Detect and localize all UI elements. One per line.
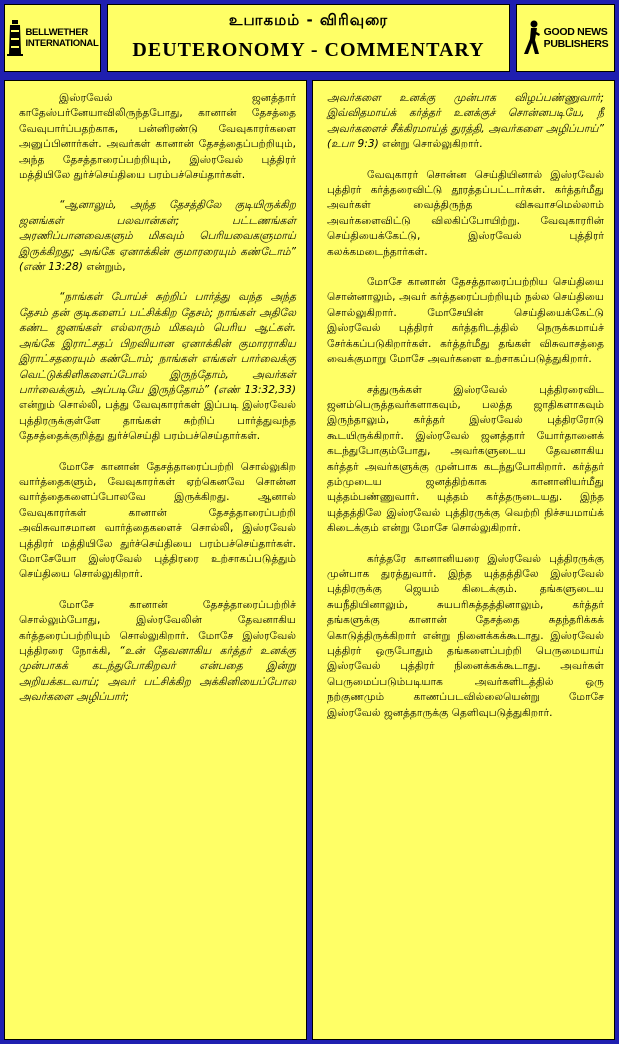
scripture-quote: அவர்களை உனக்கு முன்பாக விழப்பண்ணுவார்; இவ்விதமாய்க் கர்த்தர் உனக்குச் சொன்னபடியே, நீ அவர்களைச் சீக்கிரமாய்த் துரத்தி, அவர்களை அழிப்பாய்” bbox=[327, 92, 604, 135]
scripture-reference: (உபா 9:3) bbox=[327, 138, 379, 151]
runner-icon bbox=[523, 20, 541, 56]
right-column bbox=[312, 80, 615, 1040]
paragraph: வேவுகாரர் சொன்ன செய்தியினால் இஸ்ரவேல் புத்திரர் கர்த்தரைவிட்டு தூரத்தப்பட்டார்கள். கர்த்தர்மீது அவர்கள் வைத்திருந்த விசுவாசமெல்லாம் அவர்களைவிட்டு விலகிப்போயிற்று. வேவுகாரரின் செய்தியைக்கேட்டு, இஸ்ரவேல் புத்திரர் கலக்கமடைந்தார்கள். bbox=[327, 168, 604, 258]
paragraph: மோசே கானான் தேசத்தாரைப்பற்றி சொல்லுகிற வார்த்தைகளும், வேவுகாரர்கள் ஏற்கெனவே சொன்ன வார்த்தைகளைப்போலவே இருக்கிறது. ஆனால் வேவுகாரர்கள் கானான் தேசத்தாரைப்பற்றி அவிசுவாசமான வார்த்தைகளைச் சொல்லி, இஸ்ரவேல் புத்திரர் மத்தியிலே துர்ச்செய்தியை பரம்பச்செய்தார்கள். மோசேயோ இஸ்ரவேல் புத்திரரை உற்சாகப்படுத்தும் செய்தியை சொல்லுகிறார். bbox=[19, 460, 296, 581]
quote-paragraph bbox=[19, 198, 296, 275]
bellwether-logo-line2: INTERNATIONAL bbox=[25, 38, 99, 49]
quote-paragraph bbox=[19, 290, 296, 444]
scripture-quote: “உன் தேவனாகிய கர்த்தர் உனக்கு முன்பாகக் கடந்துபோகிறவர் என்பதை இன்று அறியக்கடவாய்; அவர் பட்சிக்கிற அக்கினியைப்போல அவர்களை அழிப்பார்; bbox=[19, 645, 296, 704]
bellwether-logo-line1: BELLWETHER bbox=[25, 27, 88, 38]
left-column bbox=[4, 80, 307, 1040]
paragraph: இஸ்ரவேல் ஜனத்தார் காதேஸ்பர்னேயாவிலிருந்தபோது, கானான் தேசத்தை வேவுபார்ப்பதற்காக, பன்னிரண்டு வேவுகாரர்களை அனுப்பினார்கள். அவர்கள் கானான் தேசத்தைப்பற்றியும், அந்த தேசத்தாரைப்பற்றியும், இஸ்ரவேல் புத்திரர் மத்தியிலே துர்ச்செய்தியை பரம்பச்செய்தார்கள். bbox=[19, 92, 296, 182]
paragraph-tail: என்று சொல்லுகிறார். bbox=[378, 138, 483, 151]
title-english: DEUTERONOMY - COMMENTARY bbox=[132, 39, 485, 61]
paragraph-text: மோசே கானான் தேசத்தாரைப்பற்றிச் சொல்லும்போது, இஸ்ரவேலின் தேவனாகிய கர்த்தரைப்பற்றியும் சொல்லுகிறார். மோசே இஸ்ரவேல் புத்திரரை நோக்கி, bbox=[19, 598, 296, 657]
quote-paragraph bbox=[327, 91, 604, 153]
scripture-quote: “ஆனாலும், அந்த தேசத்திலே குடியிருக்கிற ஜனங்கள் பலவான்கள்; பட்டணங்கள் அரணிப்பானவைகளும் மிகவும் பெரியவைகளுமாய் இருக்கிறது; அங்கே ஏனாக்கின் குமாரரையும் கண்டோம்” bbox=[19, 199, 296, 258]
paragraph: சத்துருக்கள் இஸ்ரவேல் புத்திரரைவிட ஜனம்பெருத்தவர்களாகவும், பலத்த ஜாதிகளாகவும் இருந்தாலும், கர்த்தர் இஸ்ரவேல் புத்திரரோடு கூடயிருக்கிறார். இஸ்ரவேல் ஜனத்தார் யோர்தானைக் கடந்துபோகும்போது, அவர்களுடைய தேவனாகிய கர்த்தர் அவர்களுக்கு முன்பாக கடந்துபோகிறார். கர்த்தர் தம்முடைய ஜனத்திற்காக கானானியர்மீது யுத்தம்பண்ணுவார். யுத்தம் கர்த்தருடையது. இந்த யுத்தத்திலே இஸ்ரவேல் புத்திரருக்கு வெற்றி நிச்சயமாய்க் கிடைக்கும் என்று மோசே சொல்லுகிறார். bbox=[327, 383, 604, 535]
quote-paragraph bbox=[19, 598, 296, 706]
title-box bbox=[107, 4, 510, 72]
lighthouse-icon bbox=[7, 20, 23, 56]
paragraph: மோசே கானான் தேசத்தாரைப்பற்றிய செய்தியை சொன்னாலும், அவர் கர்த்தரைப்பற்றியும் நல்ல செய்தியை சொல்லுகிறார். மோசேயின் செய்தியைக்கேட்டு இஸ்ரவேல் புத்திரர் கர்த்தரிடத்தில் நெருக்கமாய்ச் சேர்க்கப்படுகிறார்கள். கர்த்தர்மீது தங்கள் விசுவாசத்தை வைக்குமாறு மோசே அவர்களை உற்சாகப்படுத்துகிறார். bbox=[327, 276, 604, 366]
bellwether-logo-box bbox=[4, 4, 101, 72]
good-news-logo-box bbox=[516, 4, 615, 72]
scripture-reference: (எண் 13:28) bbox=[19, 261, 83, 274]
scripture-quote: “நாங்கள் போய்ச் சுற்றிப் பார்த்து வந்த அந்த தேசம் தன் குடிகளைப் பட்சிக்கிற தேசம்; நாங்கள் அதிலே கண்ட ஜனங்கள் எல்லாரும் மிகவும் பெரிய ஆட்கள். அங்கே இராட்சதப் பிறவியான ஏனாக்கின் குமாரராகிய இராட்சதரையும் கண்டோம்; நாங்கள் எங்கள் பார்வைக்கு வெட்டுக்கிளிகளைப்போல் இருந்தோம், அவர்கள் பார்வைக்கும், அப்படியே இருந்தோம்” bbox=[19, 291, 296, 396]
paragraph-tail: என்றும் சொல்லி, பத்து வேவுகாரர்கள் இப்படி இஸ்ரவேல் புத்திரருக்குள்ளே தாங்கள் சுற்றிப் பார்த்துவந்த தேசத்தைக்குறித்து துர்ச்செய்தி பரம்பச்செய்தார்கள். bbox=[19, 399, 296, 443]
good-news-logo-line2: PUBLISHERS bbox=[543, 38, 609, 50]
good-news-logo bbox=[523, 20, 609, 56]
good-news-logo-line1: GOOD NEWS bbox=[543, 26, 608, 38]
bellwether-logo bbox=[7, 20, 99, 56]
paragraph: கர்த்தரே கானானியரை இஸ்ரவேல் புத்திரருக்கு முன்பாக துரத்துவார். இந்த யுத்தத்திலே இஸ்ரவேல் புத்திரருக்கு ஜெயம் கிடைக்கும். தங்களுடைய சுயநீதியினாலும், சுயபரிசுத்தத்தினாலும், கர்த்தர் தங்களுக்கு கானான் தேசத்தை சுதந்தரிக்கக் கொடுத்திருக்கிறார் என்று நினைக்கக்கூடாது. இஸ்ரவேல் புத்திரர் ஒருபோதும் தங்களைப்பற்றி பெருமையாய் இஸ்ரவேல் புத்திரர் நினைக்கக்கூடாது. அவர்கள் பெருமைப்படும்படியாக அவர்களிடத்தில் ஒரு நற்குணமும் காணப்படவில்லையென்று மோசே இஸ்ரவேல் ஜனத்தாருக்கு தெளிவுபடுத்துகிறார். bbox=[327, 552, 604, 719]
paragraph-tail: என்றும், bbox=[82, 261, 126, 274]
title-tamil: உபாகமம் - விரிவுரை bbox=[228, 11, 389, 29]
scripture-reference: (எண் 13:32,33) bbox=[213, 383, 296, 396]
